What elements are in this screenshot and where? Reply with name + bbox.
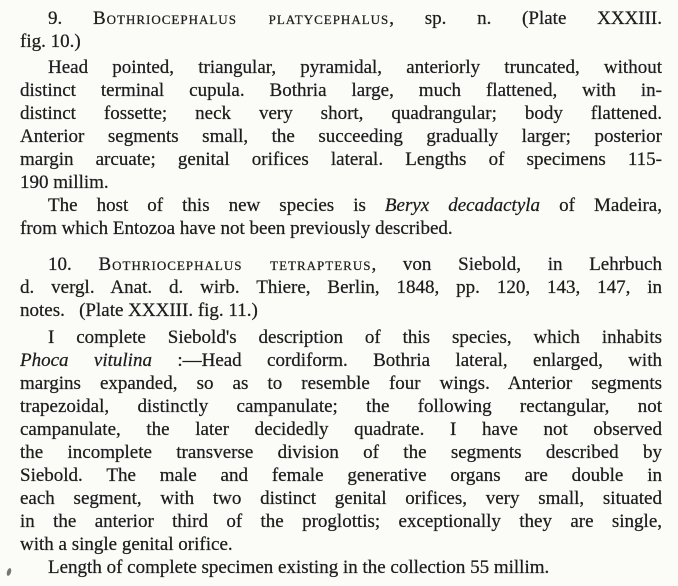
text-line xyxy=(20,349,662,372)
text-line xyxy=(20,395,662,418)
text-segment: Siebold. The male and female generative organs are double in xyxy=(20,465,662,486)
text-segment: , sp. n. (Plate XXXIII. xyxy=(389,8,662,29)
text-segment: margins expanded, so as to resemble four wings. Anterior segments xyxy=(20,373,662,394)
text-line xyxy=(20,7,662,30)
latin-name: Beryx decadactyla xyxy=(384,195,541,216)
text-segment: fig. 10.) xyxy=(20,31,81,52)
text-line xyxy=(20,253,662,276)
text-line xyxy=(20,276,662,299)
text-line xyxy=(20,102,662,125)
entry-9 xyxy=(20,7,662,240)
text-segment: 10. xyxy=(48,254,99,275)
text-line xyxy=(20,556,662,579)
text-line xyxy=(20,30,662,53)
entry-10 xyxy=(20,253,662,579)
text-segment: distinct fossette; neck very short, quadrangular; body flattened. xyxy=(20,103,662,124)
text-line xyxy=(20,148,662,171)
species-name: Bothriocephalus tetrapterus xyxy=(98,254,372,275)
text-line xyxy=(20,487,662,510)
text-segment: in the anterior third of the proglottis; exceptionally they are single, xyxy=(20,511,662,532)
text-line xyxy=(20,418,662,441)
text-line xyxy=(20,299,662,322)
text-line xyxy=(20,217,662,240)
text-segment: d. vergl. Anat. d. wirb. Thiere, Berlin, 1848, pp. 120, 143, 147, in xyxy=(20,277,662,298)
text-segment: each segment, with two distinct genital orifices, very small, situated xyxy=(20,488,662,509)
text-segment: notes. (Plate XXXIII. fig. 11.) xyxy=(20,300,258,321)
text-line xyxy=(20,56,662,79)
latin-name: Phoca vitulina xyxy=(20,350,152,371)
text-segment: :—Head cordiform. Bothria lateral, enlarged, with xyxy=(151,350,662,371)
text-line xyxy=(20,533,662,556)
text-segment: of Madeira, xyxy=(540,195,662,216)
text-line xyxy=(20,326,662,349)
text-segment: distinct terminal cupula. Bothria large, much flattened, with in- xyxy=(20,80,662,101)
text-segment: Anterior segments small, the succeeding gradually larger; posterior xyxy=(20,126,662,147)
text-segment: campanulate, the later decidedly quadrate. I have not observed xyxy=(20,419,662,440)
text-segment: 190 millim. xyxy=(20,172,109,193)
text-segment: , von Siebold, in Lehrbuch xyxy=(371,254,662,275)
text-segment: Head pointed, triangular, pyramidal, anteriorly truncated, without xyxy=(48,57,662,78)
text-line xyxy=(20,464,662,487)
text-line xyxy=(20,125,662,148)
text-segment: with a single genital orifice. xyxy=(20,534,233,555)
ink-speck xyxy=(6,568,12,577)
text-segment: margin arcuate; genital orifices lateral. Lengths of specimens 115- xyxy=(20,149,662,170)
text-line xyxy=(20,79,662,102)
text-line xyxy=(20,372,662,395)
text-segment: 9. xyxy=(48,8,93,29)
text-block xyxy=(20,7,662,579)
text-segment: Length of complete specimen existing in the collection 55 millim. xyxy=(48,557,550,578)
text-line xyxy=(20,194,662,217)
species-name: Bothriocephalus platycephalus xyxy=(92,8,390,29)
text-segment: The host of this new species is xyxy=(48,195,385,216)
text-line xyxy=(20,171,662,194)
text-segment: trapezoidal, distinctly campanulate; the following rectangular, not xyxy=(20,396,662,417)
text-segment: the incomplete transverse division of the segments described by xyxy=(20,442,662,463)
text-segment: from which Entozoa have not been previously described. xyxy=(20,218,453,239)
text-segment: I complete Siebold's description of this species, which inhabits xyxy=(48,327,662,348)
text-line xyxy=(20,441,662,464)
text-line xyxy=(20,510,662,533)
